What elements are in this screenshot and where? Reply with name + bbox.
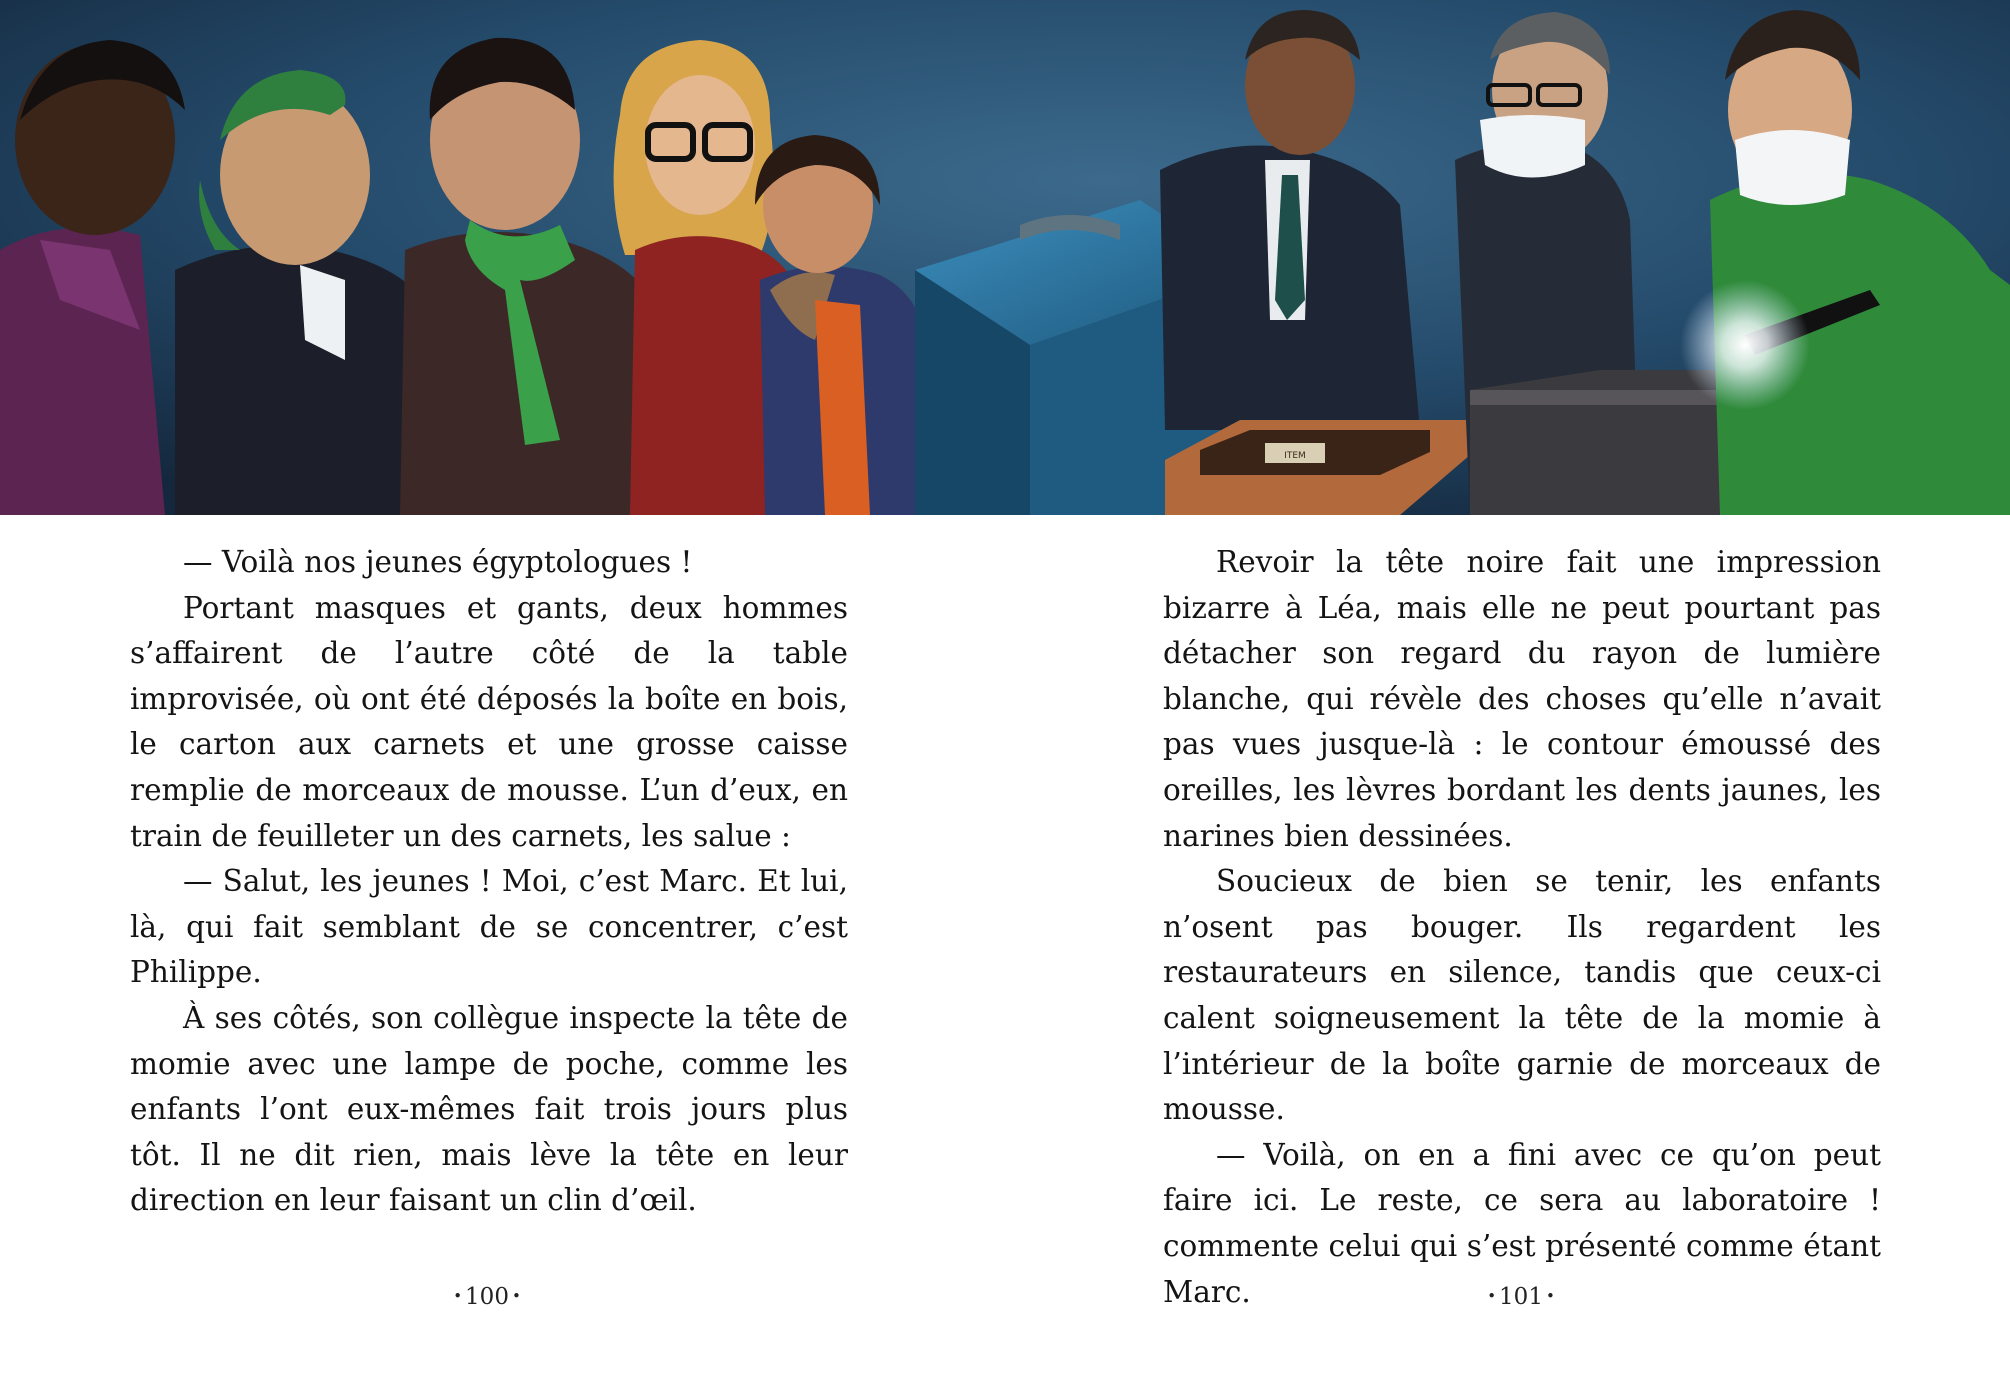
paragraph: À ses côtés, son collègue inspecte la tête de momie avec une lampe de poche, comme les enfants l’ont eux-mêmes fait trois jours plus tôt. Il ne dit rien, mais lève la tête en leur direction en leur faisant un clin d’œil. (130, 1000, 848, 1218)
chapter-illustration (0, 0, 2010, 515)
paragraph: Soucieux de bien se tenir, les enfants n’osent pas bouger. Ils regardent les restaurateurs en silence, tandis que ceux-ci calent soigneusement la tête de la momie à l’intérieur de la boîte garnie de morceaux de mousse. (1163, 864, 1881, 1127)
paragraph: — Voilà nos jeunes égyptologues ! (183, 545, 693, 579)
page-number-value: 101 (1499, 1284, 1543, 1310)
page-number-left (387, 1284, 587, 1310)
paragraph: — Salut, les jeunes ! Moi, c’est Marc. Et lui, là, qui fait semblant de se concentrer, c’est Philippe. (130, 864, 848, 990)
page-number-right (1421, 1284, 1621, 1310)
children-and-restorers-illustration (0, 0, 2010, 515)
bullet-icon: • (1487, 1287, 1497, 1305)
right-page-text (1163, 540, 1881, 1315)
bullet-icon: • (453, 1287, 463, 1305)
left-page-text (130, 540, 848, 1224)
paragraph: Portant masques et gants, deux hommes s’affairent de l’autre côté de la table improvisée, où ont été déposés la boîte en bois, le carton aux carnets et une grosse caisse remplie de morceaux de mousse. L’un d’eux, en train de feuilleter un des carnets, les salue : (130, 590, 848, 853)
paragraph: Revoir la tête noire fait une impression bizarre à Léa, mais elle ne peut pourtant pas détacher son regard du rayon de lumière blanche, qui révèle des choses qu’elle n’avait pas vues jusque-là : le contour émoussé des oreilles, les lèvres bordant les dents jaunes, les narines bien dessinées. (1163, 545, 1881, 853)
bullet-icon: • (511, 1287, 521, 1305)
bullet-icon: • (1545, 1287, 1555, 1305)
paragraph: — Voilà, on en a fini avec ce qu’on peut faire ici. Le reste, ce sera au laboratoire ! commente celui qui s’est présenté comme étant Marc. (1163, 1137, 1881, 1309)
page-number-value: 100 (465, 1284, 509, 1310)
box-label-icon: ITEM (1284, 451, 1306, 461)
